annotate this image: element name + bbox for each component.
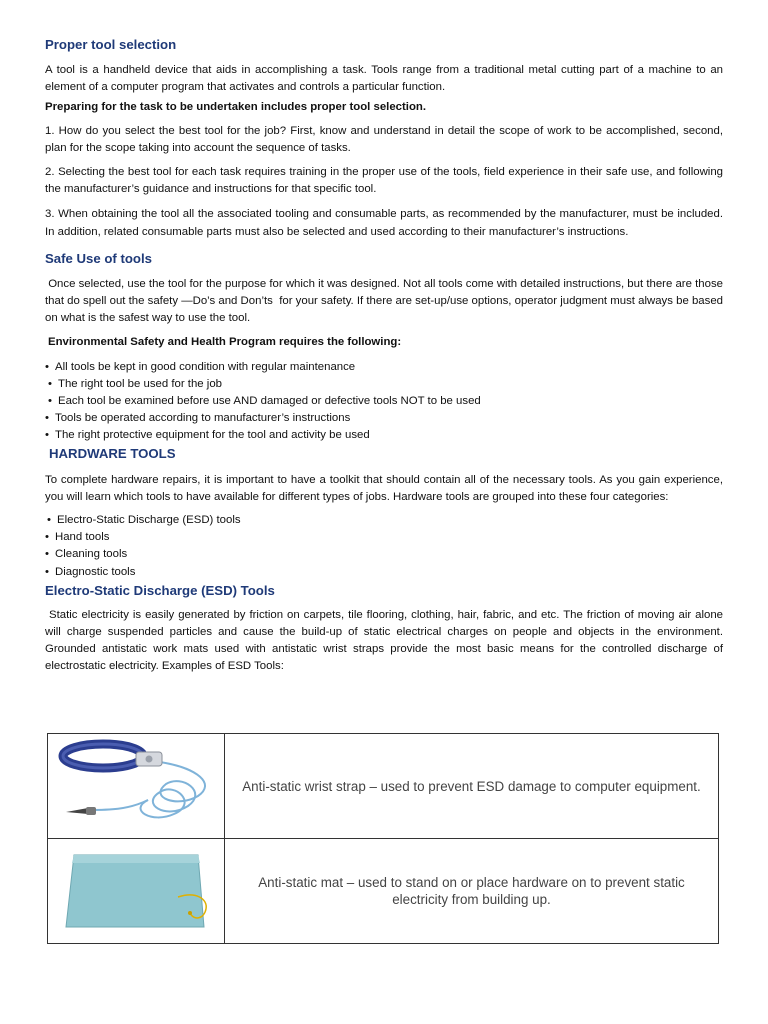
bullet-icon: • [45,412,49,425]
list-item: • Tools be operated according to manufacturer’s instructions [45,410,723,427]
antistatic-mat-image [48,839,224,943]
list-item: • Cleaning tools [45,546,723,563]
esd-tools-table [47,733,719,944]
paragraph-tool-definition: A tool is a handheld device that aids in accomplishing a task. Tools range from a traditional metal cutting part of a machine to an element of a computer program that activates and controls a particular function. [45,64,723,94]
bullet-icon: • [45,548,49,561]
heading-esd-tools: Electro-Static Discharge (ESD) Tools [45,582,275,598]
bullet-icon: • [48,377,52,390]
antistatic-mat-description: Anti-static mat – used to stand on or place hardware on to prevent static electricity from building up. [225,839,719,944]
wrist-strap-image [48,734,224,838]
heading-safe-use: Safe Use of tools [45,250,152,266]
wrist-strap-image-cell [48,734,225,839]
antistatic-mat-image-cell [48,839,225,944]
list-item: • All tools be kept in good condition with regular maintenance [45,359,723,376]
bullet-icon: • [45,565,49,578]
list-item: • Each tool be examined before use AND damaged or defective tools NOT to be used [45,393,723,410]
list-item: • Electro-Static Discharge (ESD) tools [45,512,723,529]
bullet-icon: • [45,360,49,373]
paragraph-item-2: 2. Selecting the best tool for each task requires training in the proper use of the tools, field experience in their safe use, and following the manufacturer’s guidance and instructions for that specific tool. [45,166,723,196]
paragraph-esd-tools: Static electricity is easily generated by friction on carpets, tile flooring, clothing, hair, fabric, and etc. The friction of moving air alone will charge suspended particles and cause the build-up of static electrical charges on people and objects in the environment. Grounded antistatic work mats used with antistatic wrist straps provide the most basic means for the controlled discharge of electrostatic electricity. Examples of ESD Tools: [45,608,727,673]
bullet-icon: • [47,514,51,527]
table-row [48,734,719,839]
safety-requirements-list [45,359,723,445]
bullet-icon: • [45,531,49,544]
list-item: • Hand tools [45,529,723,546]
heading-hardware-tools: HARDWARE TOOLS [49,445,176,461]
tool-categories-list [45,512,723,581]
wrist-strap-description: Anti-static wrist strap – used to prevent ESD damage to computer equipment. [225,734,719,839]
paragraph-safe-use: Once selected, use the tool for the purpose for which it was designed. Not all tools come with detailed instructions, but there are those that do spell out the safety —Do’s and Don’ts for your safety. If there are set-up/use options, operator judgment must always be based on what is the safest way to use the tool. [45,277,727,325]
paragraph-esh-program: Environmental Safety and Health Program requires the following: [48,336,402,349]
bullet-icon: • [45,429,49,442]
paragraph-item-1: 1. How do you select the best tool for the job? First, know and understand in detail the scope of work to be accomplished, second, plan for the scope taking into account the sequence of tasks. [45,124,723,154]
paragraph-hardware-tools: To complete hardware repairs, it is important to have a toolkit that should contain all of the necessary tools. As you gain experience, you will learn which tools to have available for different types of jobs. Hardware tools are grouped into these four categories: [45,473,723,503]
bullet-icon: • [48,395,52,408]
paragraph-item-3: 3. When obtaining the tool all the associated tooling and consumable parts, as recommended by the manufacturer, must be included. In addition, related consumable parts must also be selected and used according to their manufacturer’s instructions. [45,208,723,238]
document-content [45,36,727,676]
table-row [48,839,719,944]
list-item: • The right tool be used for the job [45,376,723,393]
list-item: • The right protective equipment for the tool and activity be used [45,427,723,444]
list-item: • Diagnostic tools [45,564,723,581]
paragraph-preparing-task: Preparing for the task to be undertaken includes proper tool selection. [45,101,427,114]
heading-proper-tool-selection: Proper tool selection [45,37,177,52]
